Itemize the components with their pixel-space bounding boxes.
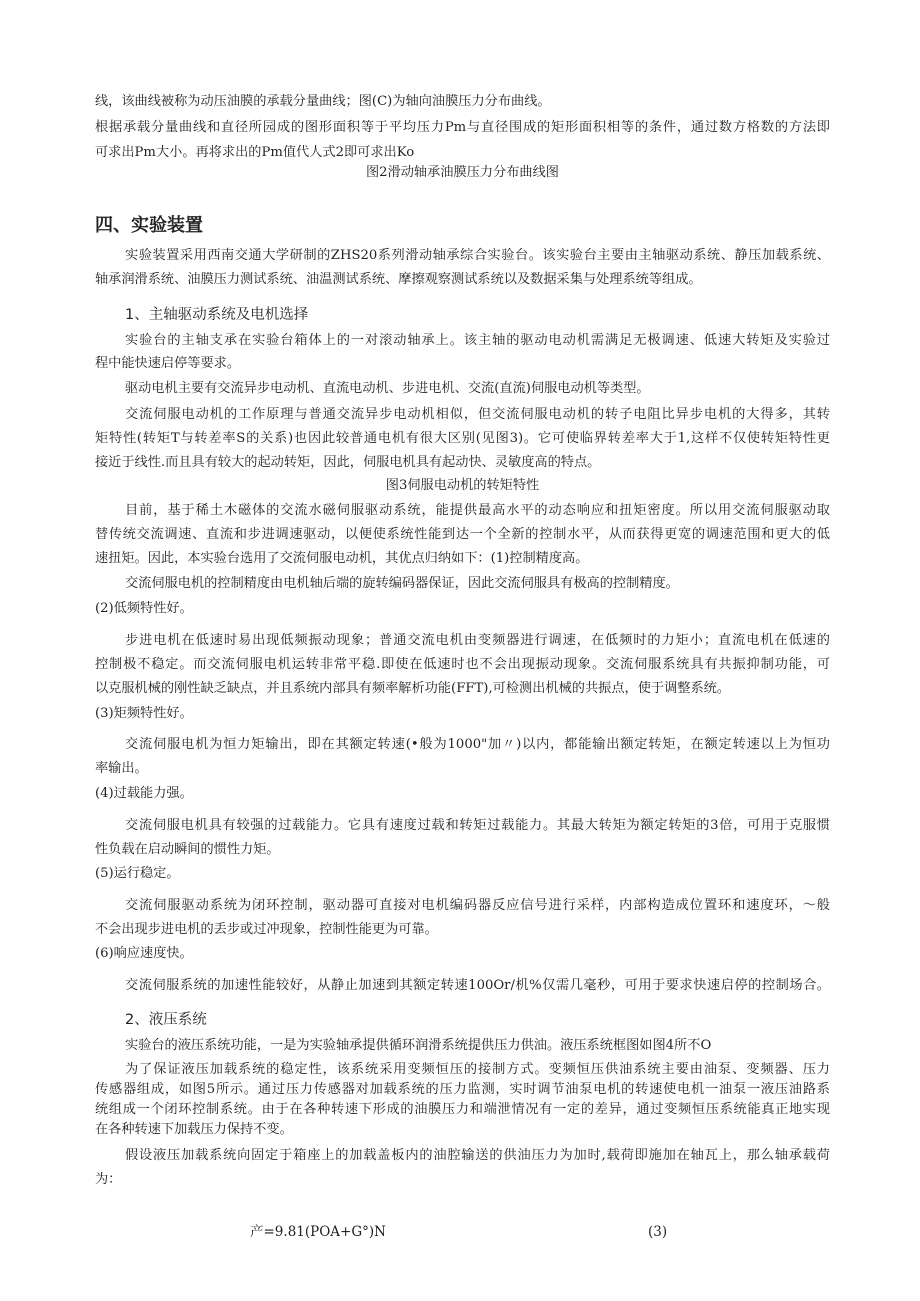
text-line: 实验台的主轴支承在实验台箱体上的一对滚动轴承上。该主轴的驱动电动机需满足无极调速、低速大转矩及实验过 xyxy=(125,333,830,348)
text-line: 统组成一个闭环控制系统。由于在各种转速下形成的油膜压力和端泄情况有一定的差异，通过变频恒压系统能真正地实现 xyxy=(95,1102,830,1117)
text-line: 交流伺服电机的控制精度由电机轴后端的旋转编码器保证，因此交流伺服具有极高的控制精度。 xyxy=(125,576,679,591)
text-line: 线，该曲线被称为动压油膜的承载分量曲线；图(C)为轴向油膜压力分布曲线。 xyxy=(95,94,551,109)
text-line: 控制极不稳定。而交流伺服电机运转非常平稳.即使在低速时也不会出现振动现象。交流伺服系统具有共振抑制功能，可 xyxy=(95,657,830,672)
text-line: 矩特性(转矩T与转差率S的关系)也因此较普通电机有很大区别(见图3)。它可使临界转差率大于1,这样不仅使转矩特性更 xyxy=(95,431,830,446)
text-line: 实验装置采用西南交通大学研制的ZHS20系列滑动轴承综合实验台。该实验台主要由主轴驱动系统、静压加载系统、 xyxy=(125,248,830,263)
text-line: 率输出。 xyxy=(95,761,148,776)
text-line: 驱动电机主要有交流异步电动机、直流电动机、步进电机、交流(直流)伺服电动机等类型。 xyxy=(125,381,650,396)
text-line: 为了保证液压加载系统的稳定性，该系统采用变频恒压的接制方式。变频恒压供油系统主要由油泵、变频器、压力 xyxy=(125,1062,830,1077)
text-line: 为： xyxy=(95,1172,122,1187)
text-line: 交流伺服驱动系统为闭环控制，驱动器可直接对电机编码器反应信号进行采样，内部构造成位置环和速度环，〜般 xyxy=(125,898,830,913)
text-line: 性负载在启动瞬间的惯性力矩。 xyxy=(95,842,280,857)
text-line: 传感器组成，如图5所示。通过压力传感器对加载系统的压力监测，实时调节油泵电机的转速使电机一油泵一液压油路系 xyxy=(95,1082,830,1097)
list-item-label: (3)矩频特性好。 xyxy=(95,706,193,721)
text-line: 目前，基于稀土木磁体的交流水磁伺服驱动系统，能提供最高水平的动态响应和扭矩密度。所以用交流伺服驱动取 xyxy=(125,503,830,518)
text-line: 以克服机械的刚性缺乏缺点，并且系统内部具有频率解析功能(FFT),可检测出机械的共振点，使于调整系统。 xyxy=(95,681,731,696)
subsection-heading: 1、主轴驱动系统及电机选择 xyxy=(125,307,309,323)
list-item-label: (6)响应速度快。 xyxy=(95,946,193,961)
text-line: 假设液压加载系统向固定于箱座上的加载盖板内的油腔输送的供油压力为加时,载荷即施加在轴瓦上，那么轴承载荷 xyxy=(125,1148,830,1163)
text-line: 实验台的液压系统功能，一是为实验轴承提供循环润滑系统提供压力供油。液压系统框图如图4所不O xyxy=(125,1038,712,1053)
text-line: 步进电机在低速时易出现低频振动现象；普通交流电机由变频器进行调速，在低频时的力矩小；直流电机在低速的 xyxy=(125,633,830,648)
figure-caption: 图3伺服电动机的转矩特性 xyxy=(385,478,540,493)
text-line: 可求出Pm大小。再将求出的Pm值代人式2即可求出Ko xyxy=(95,145,415,160)
text-line: 交流伺服电机具有较强的过载能力。它具有速度过载和转矩过载能力。其最大转矩为额定转矩的3倍，可用于克服惯 xyxy=(125,818,830,833)
text-line: 程中能快速启停等要求。 xyxy=(95,356,241,371)
subsection-heading: 2、液压系统 xyxy=(125,1012,207,1028)
text-line: 轴承润滑系统、油膜压力测试系统、油温测试系统、摩擦观察测试系统以及数据采集与处理系统等组成。 xyxy=(95,272,702,287)
text-line: 交流伺服电动机的工作原理与普通交流异步电动机相似，但交流伺服电动机的转子电阻比异步电机的大得多，其转 xyxy=(125,407,830,422)
list-item-label: (2)低频特性好。 xyxy=(95,601,193,616)
text-line: 替传统交流调速、直流和步进调速驱动，以便使系统性能到达一个全新的控制水平，从而获得更宽的调速范围和更大的低 xyxy=(95,527,830,542)
text-line: 在各种转速下加载压力保持不变。 xyxy=(95,1122,293,1137)
text-line: 接近于线性.而且具有较大的起动转矩，因此，伺服电机具有起动快、灵敏度高的特点。 xyxy=(95,455,601,470)
equation-number: (3) xyxy=(648,1224,668,1240)
list-item-label: (4)过载能力强。 xyxy=(95,786,193,801)
text-line: 不会出现步进电机的丢步或过冲现象，控制性能更为可靠。 xyxy=(95,922,438,937)
list-item-label: (5)运行稳定。 xyxy=(95,866,180,881)
text-line: 交流伺服电机为恒力矩输出，即在其额定转速(•般为1000"加〃)以内，都能输出额定转矩，在额定转速以上为恒功 xyxy=(125,737,830,752)
text-line: 根据承载分量曲线和直径所园成的图形面积等于平均压力Pm与直径围成的矩形面积相等的条件，通过数方格数的方法即 xyxy=(95,120,830,135)
equation: 产=9.81(POA+G°)N xyxy=(250,1224,386,1240)
text-line: 交流伺服系统的加速性能较好，从静止加速到其额定转速100Or/机%仅需几毫秒，可用于要求快速启停的控制场合。 xyxy=(125,978,830,993)
text-line: 速扭矩。因此，本实验台选用了交流伺服电动机，其优点归纳如下：(1)控制精度高。 xyxy=(95,551,589,566)
section-heading: 四、实验装置 xyxy=(95,215,203,236)
figure-caption: 图2滑动轴承油膜压力分布曲线图 xyxy=(365,165,559,180)
